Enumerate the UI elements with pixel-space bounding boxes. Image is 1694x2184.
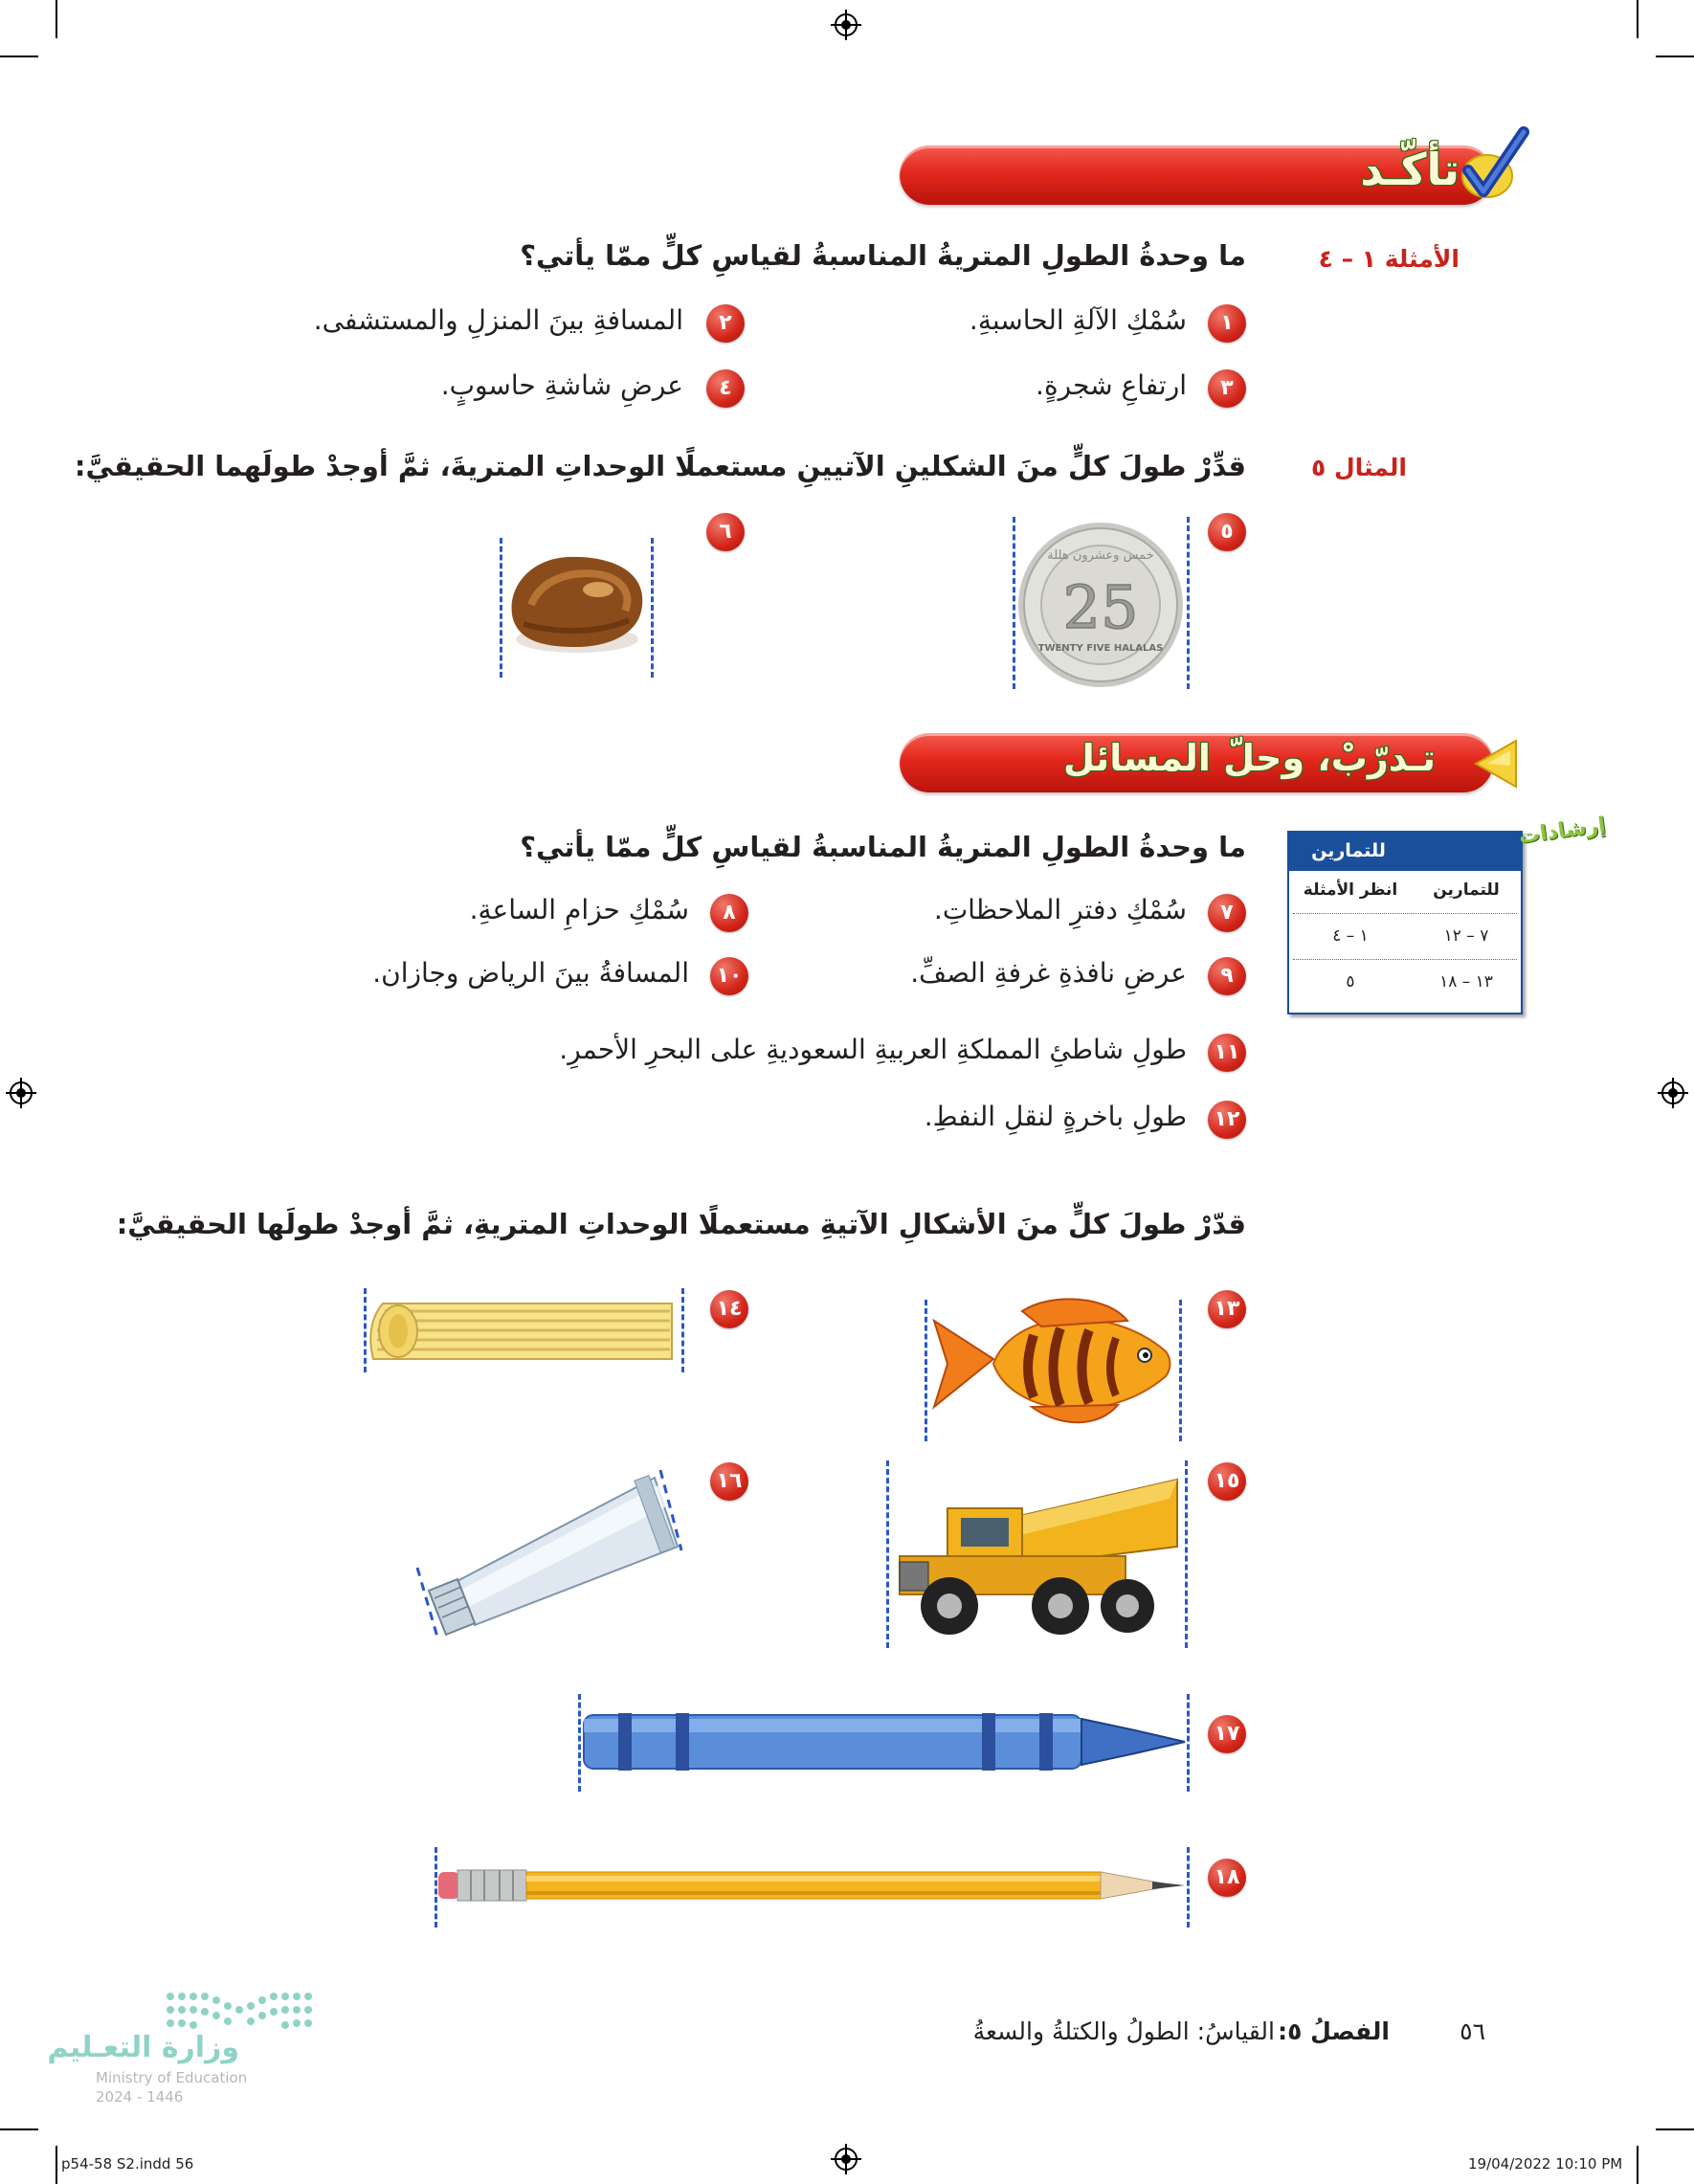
- question-number-badge: ١١: [1208, 1034, 1246, 1072]
- question-text: سُمْكِ دفترِ الملاحظاتِ.: [933, 894, 1187, 925]
- question-instruction: قدّرْ طولَ كلٍّ منَ الأشكالِ الآتيةِ مستعملًا الوحداتِ المتريةِ، ثمَّ أوجدْ طولَها الحقيقيَّ:: [116, 1208, 1246, 1240]
- crop-mark: [1656, 56, 1694, 57]
- question-number-badge: ١٤: [710, 1290, 748, 1328]
- chapter-label: الفصلُ ٥:: [1278, 2017, 1390, 2045]
- measure-guide-line: [1179, 1300, 1182, 1441]
- hints-col-exercises: للتمارين: [1433, 880, 1500, 900]
- hints-row-exercises: ١٣ – ١٨: [1439, 972, 1493, 992]
- question-text: سُمْكِ حزامِ الساعةِ.: [469, 894, 689, 925]
- hints-row-examples: ١ – ٤: [1332, 926, 1369, 946]
- print-timestamp: 19/04/2022 10:10 PM: [1468, 2155, 1623, 2173]
- measure-guide-line: [1187, 1694, 1190, 1792]
- question-number-badge: ١٦: [710, 1462, 748, 1501]
- exercise-hints-box: [1287, 831, 1523, 1014]
- ministry-year: 2024 - 1446: [96, 2088, 184, 2106]
- crop-mark: [1637, 0, 1638, 38]
- hints-label: إرشادات: [1517, 813, 1608, 850]
- hints-row-exercises: ٧ – ١٢: [1443, 926, 1489, 946]
- question-number-badge: ٥: [1208, 513, 1246, 551]
- hints-header-text: للتمارين: [1311, 840, 1386, 861]
- registration-mark-icon: [829, 8, 863, 42]
- crop-mark: [1656, 2128, 1694, 2130]
- examples-reference: الأمثلة ١ – ٤: [1318, 245, 1460, 273]
- date-fruit-icon: [502, 547, 650, 658]
- crop-mark: [1637, 2146, 1638, 2184]
- question-instruction: ما وحدةُ الطولِ المتريةُ المناسبةُ لقياسِ كلٍّ ممّا يأتي؟: [520, 239, 1246, 272]
- measure-guide-line: [1185, 1460, 1188, 1648]
- pencil-icon: [436, 1864, 1187, 1906]
- measure-guide-line: [681, 1288, 684, 1372]
- crayon-icon: [580, 1705, 1187, 1778]
- question-text: طولِ شاطئِ المملكةِ العربيةِ السعوديةِ على البحرِ الأحمرِ.: [559, 1034, 1187, 1065]
- question-number-badge: ٢: [706, 304, 745, 343]
- crop-mark: [0, 56, 38, 57]
- chapter-title: القياسُ: الطولُ والكتلةُ والسعةُ: [972, 2017, 1275, 2045]
- question-instruction: قدِّرْ طولَ كلٍّ منَ الشكلينِ الآتيينِ مستعملًا الوحداتِ المتريةَ، ثمَّ أوجدْ طولَهما الحقيقيَّ:: [74, 450, 1246, 482]
- question-number-badge: ١٥: [1208, 1462, 1246, 1501]
- hints-col-examples: انظر الأمثلة: [1303, 880, 1398, 900]
- question-number-badge: ٤: [706, 369, 745, 408]
- crop-mark: [56, 2146, 57, 2184]
- toothpaste-tube-icon: [412, 1464, 691, 1646]
- question-number-badge: ١٢: [1208, 1101, 1246, 1139]
- file-name: p54-58 S2.indd 56: [61, 2155, 194, 2173]
- ministry-logo-icon: [163, 1989, 316, 2033]
- registration-mark-icon: [829, 2142, 863, 2176]
- ministry-name-en: Ministry of Education: [96, 2069, 248, 2086]
- question-text: طولِ باخرةٍ لنقلِ النفطِ.: [924, 1101, 1187, 1132]
- question-number-badge: ٨: [710, 894, 748, 932]
- crop-mark: [0, 2128, 38, 2130]
- example-reference: المثال ٥: [1311, 454, 1407, 481]
- checkmark-icon: [1455, 124, 1531, 205]
- triangle-arrow-icon: [1472, 737, 1520, 791]
- question-text: عرضِ شاشةِ حاسوبٍ.: [440, 369, 683, 401]
- ministry-name-ar: وزارة التعـليم: [47, 2031, 239, 2064]
- question-number-badge: ١٧: [1208, 1715, 1246, 1753]
- question-number-badge: ١٠: [710, 957, 748, 995]
- measure-guide-line: [1187, 1847, 1190, 1928]
- question-number-badge: ١: [1208, 304, 1246, 343]
- question-number-badge: ٦: [706, 513, 745, 551]
- question-instruction: ما وحدةُ الطولِ المتريةُ المناسبةُ لقياسِ كلٍّ ممّا يأتي؟: [520, 831, 1246, 863]
- page-number: ٥٦: [1460, 2017, 1485, 2045]
- question-number-badge: ٣: [1208, 369, 1246, 408]
- coin-25-halalas-icon: [1016, 521, 1185, 689]
- crop-mark: [56, 0, 57, 38]
- question-text: المسافةُ بينَ الرياض وجازان.: [372, 957, 689, 989]
- question-number-badge: ٧: [1208, 894, 1246, 932]
- question-text: عرضِ نافذةِ غرفةِ الصفِّ.: [910, 957, 1187, 989]
- question-number-badge: ٩: [1208, 957, 1246, 995]
- fish-icon: [926, 1292, 1179, 1436]
- measure-guide-line: [651, 538, 654, 678]
- penne-pasta-icon: [366, 1298, 680, 1365]
- coin-arabic-text: خمس وعشرون هللة: [1047, 548, 1154, 563]
- coin-value: 25: [1062, 572, 1139, 642]
- dump-truck-icon: [890, 1470, 1183, 1640]
- question-text: سُمْكِ الآلةِ الحاسبةِ.: [969, 304, 1187, 336]
- registration-mark-icon: [1656, 1076, 1690, 1110]
- registration-mark-icon: [4, 1076, 38, 1110]
- question-text: المسافةِ بينَ المنزلِ والمستشفى.: [313, 304, 683, 336]
- hints-row-examples: ٥: [1346, 972, 1355, 992]
- question-number-badge: ١٨: [1208, 1859, 1246, 1897]
- question-text: ارتفاعِ شجرةٍ.: [1036, 369, 1187, 401]
- measure-guide-line: [1187, 517, 1190, 689]
- measure-guide-line: [1013, 517, 1015, 689]
- measure-guide-line: [886, 1460, 889, 1648]
- practice-section-title: تـدرّبْ، وحلّ المسائل: [1063, 737, 1436, 779]
- confirm-section-title: تأكّـد: [1360, 144, 1460, 195]
- question-number-badge: ١٣: [1208, 1290, 1246, 1328]
- coin-english-text: TWENTY FIVE HALALAS: [1037, 643, 1164, 654]
